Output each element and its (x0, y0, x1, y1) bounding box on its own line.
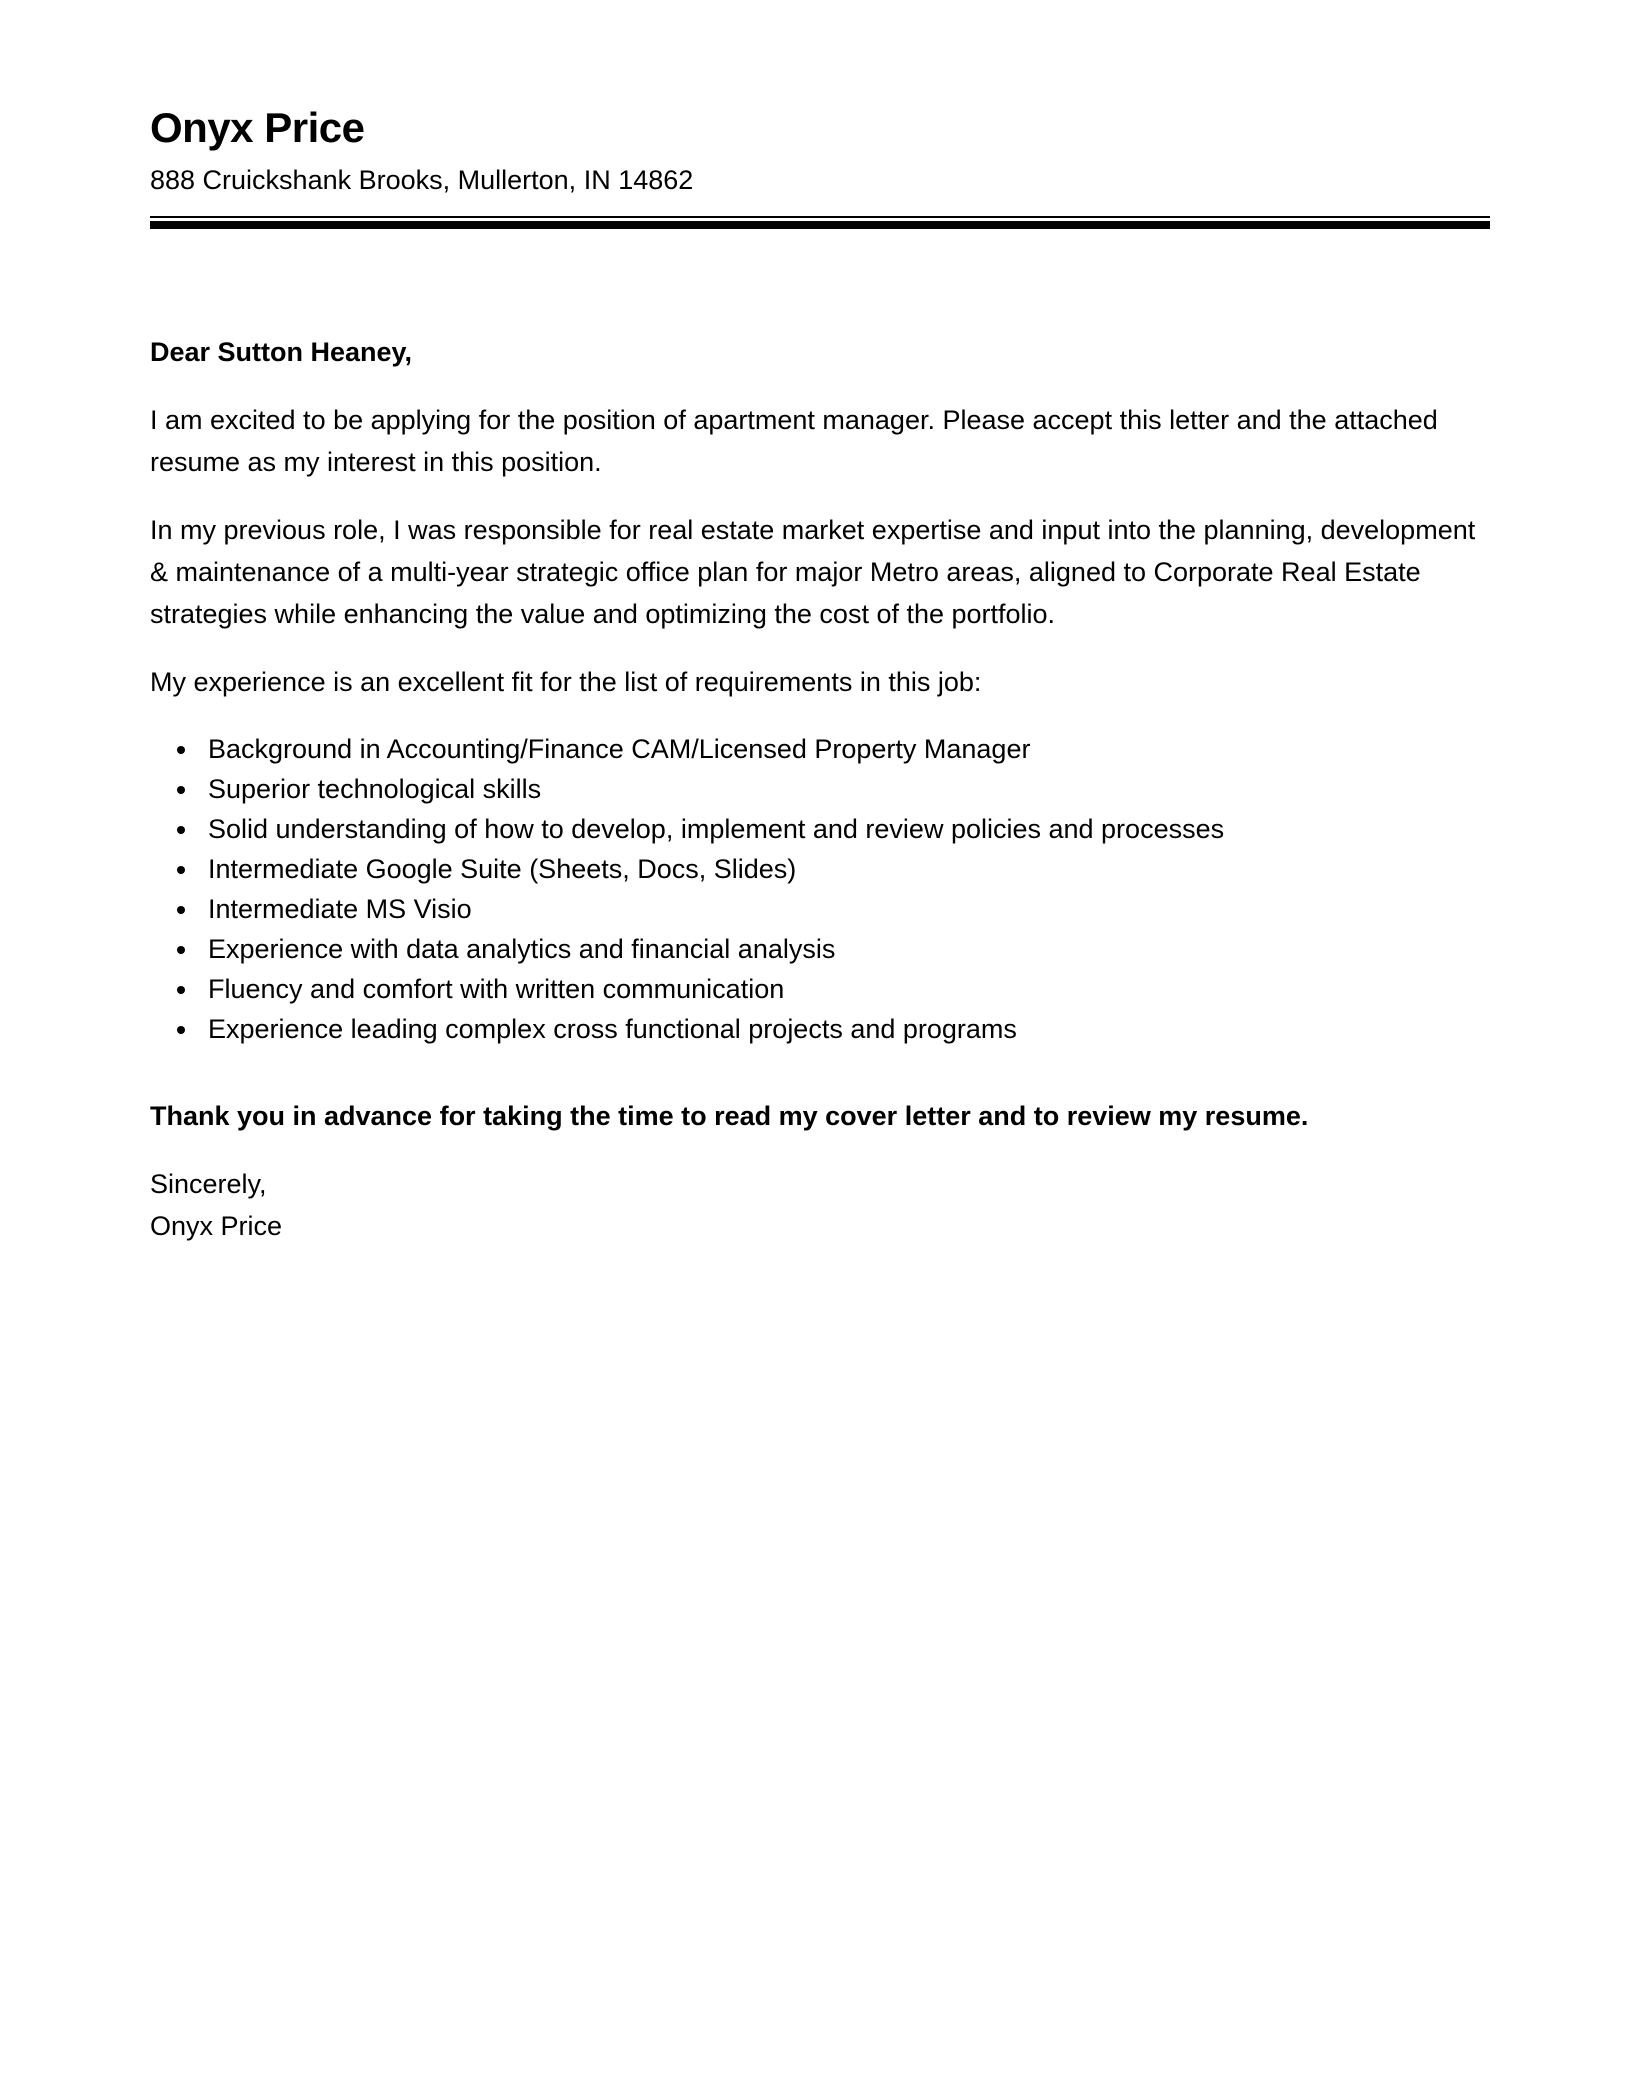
list-item: • Experience leading complex cross functional projects and programs (200, 1009, 1490, 1049)
sender-address: 888 Cruickshank Brooks, Mullerton, IN 14862 (150, 165, 694, 196)
divider-thick-line (150, 221, 1490, 229)
requirements-list (150, 729, 1490, 1049)
list-item: • Intermediate Google Suite (Sheets, Docs, Slides) (200, 849, 1490, 889)
signature-name: Onyx Price (150, 1211, 283, 1242)
paragraph-experience-fit: My experience is an excellent fit for the list of requirements in this job: (150, 667, 982, 698)
list-item: • Background in Accounting/Finance CAM/Licensed Property Manager (200, 729, 1490, 769)
sender-name: Onyx Price (150, 104, 365, 151)
list-item: • Fluency and comfort with written communication (200, 969, 1490, 1009)
list-item: • Experience with data analytics and financial analysis (200, 929, 1490, 969)
list-item: • Solid understanding of how to develop, implement and review policies and processes (200, 809, 1490, 849)
letter-body (150, 331, 1490, 1247)
divider-thin-line (150, 216, 1490, 218)
paragraph-previous-role: In my previous role, I was responsible for real estate market expertise and input into the planning, development & maintenance of a multi-year strategic office plan for major Metro areas, aligned to Corporate Real Estate strategies while enhancing the value and optimizing the cost of the portfolio. (150, 515, 1476, 630)
header-divider (150, 216, 1490, 229)
list-item: • Superior technological skills (200, 769, 1490, 809)
valediction: Sincerely, (150, 1169, 267, 1200)
list-item: • Intermediate MS Visio (200, 889, 1490, 929)
paragraph-intro: I am excited to be applying for the position of apartment manager. Please accept this letter and the attached resume as my interest in this position. (150, 405, 1438, 478)
closing-statement: Thank you in advance for taking the time to read my cover letter and to review my resume. (150, 1101, 1309, 1132)
letter-header (150, 104, 1490, 229)
salutation: Dear Sutton Heaney, (150, 337, 413, 368)
